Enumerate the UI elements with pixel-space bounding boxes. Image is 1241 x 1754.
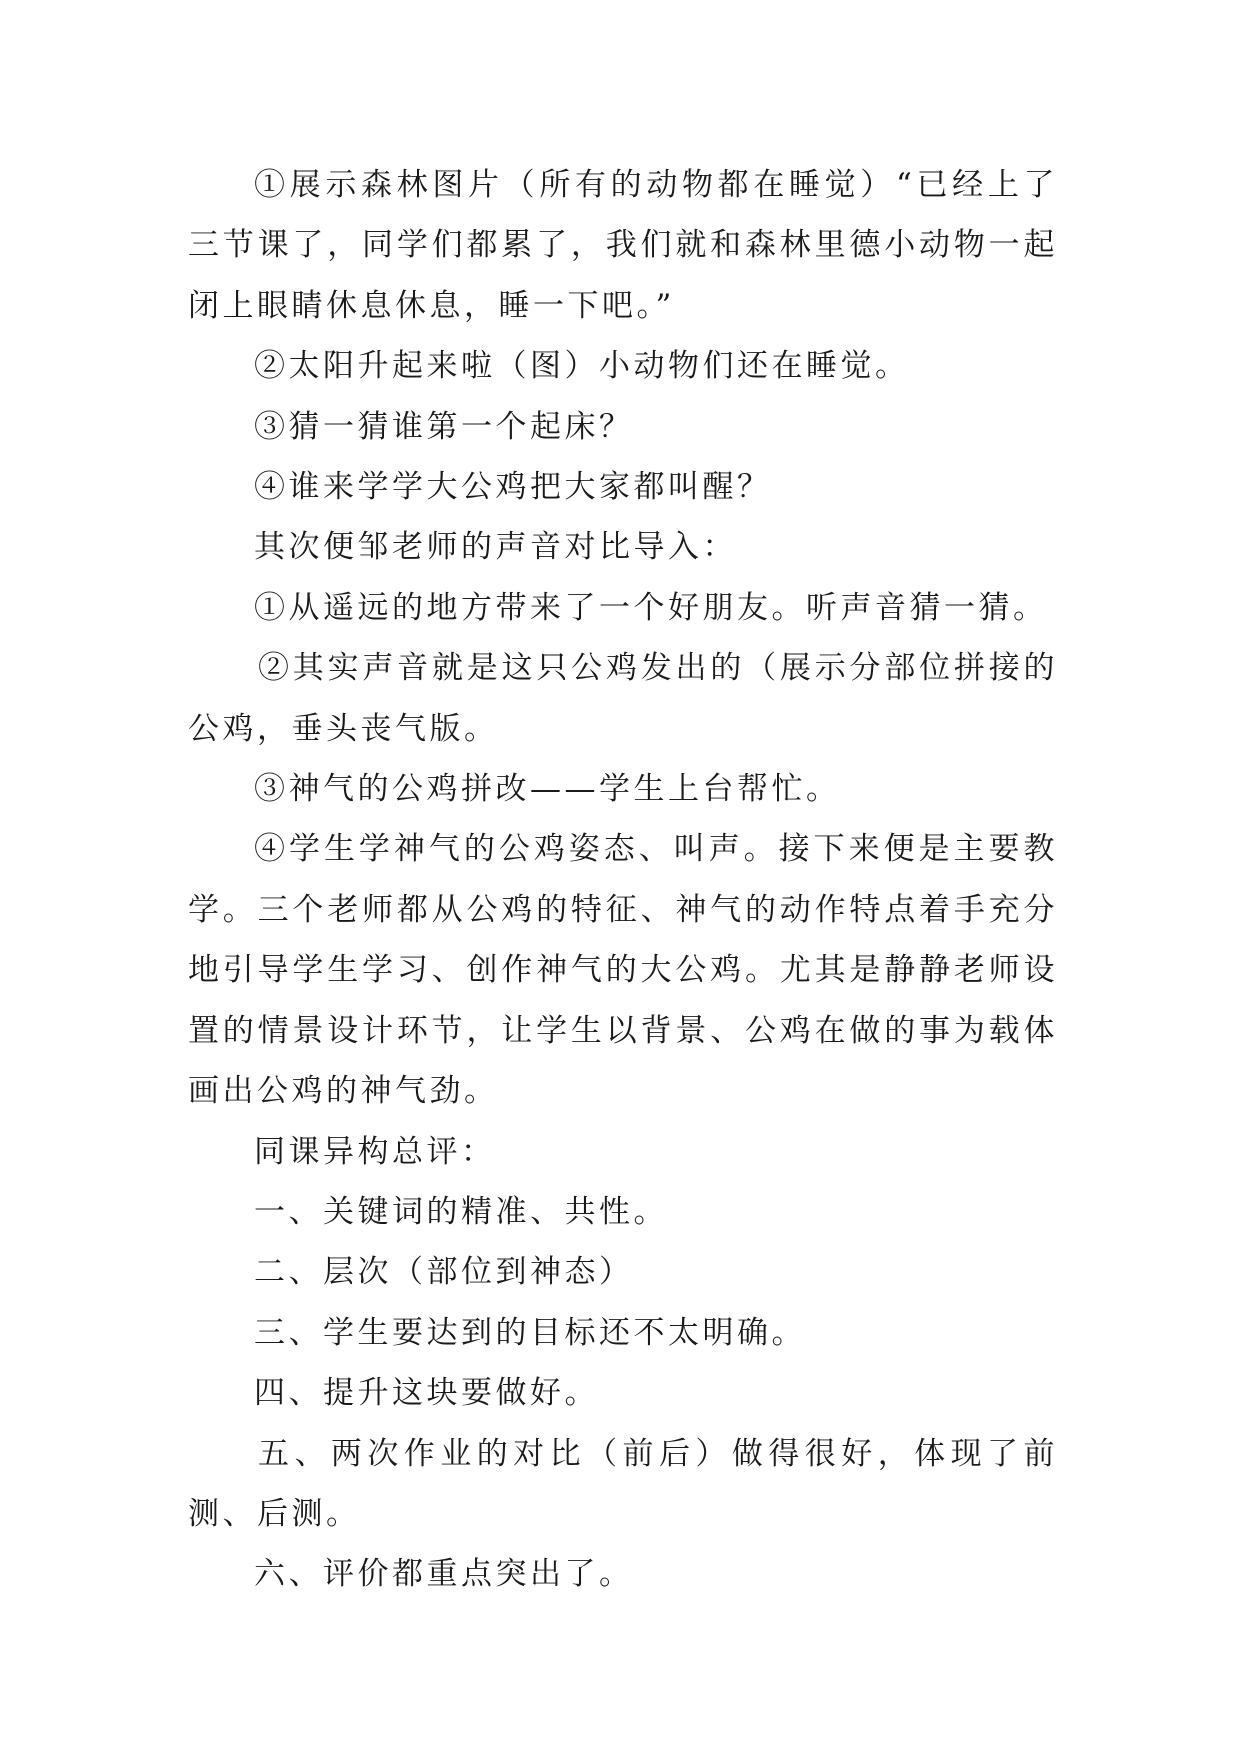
paragraph-rooster-parts: ②其实声音就是这只公鸡发出的（展示分部位拼接的公鸡，垂头丧气版。 — [188, 650, 1058, 747]
paragraph-summary-4: 四、提升这块要做好。 — [254, 1375, 599, 1412]
paragraph-rooster-fix: ③神气的公鸡拼改——学生上台帮忙。 — [254, 771, 841, 808]
paragraph-main-teaching: ④学生学神气的公鸡姿态、叫声。接下来便是主要教学。三个老师都从公鸡的特征、神气的动作特点着手充分地引导学生学习、创作神气的大公鸡。尤其是静静老师设置的情景设计环节，让学生以背景、公鸡在做的事为载体画出公鸡的神气劲。 — [188, 831, 1058, 1110]
paragraph-summary-1: 一、关键词的精准、共性。 — [254, 1193, 668, 1230]
paragraph-summary-3: 三、学生要达到的目标还不太明确。 — [254, 1314, 806, 1351]
paragraph-friend-sound: ①从遥远的地方带来了一个好朋友。听声音猜一猜。 — [254, 589, 1048, 626]
paragraph-summary-5: 五、两次作业的对比（前后）做得很好，体现了前测、后测。 — [188, 1435, 1058, 1532]
paragraph-forest-intro: ①展示森林图片（所有的动物都在睡觉）“已经上了三节课了，同学们都累了，我们就和森林里德小动物一起闭上眼睛休息休息，睡一下吧。” — [188, 167, 1058, 324]
paragraph-summary-2: 二、层次（部位到神态） — [254, 1254, 634, 1291]
document-body — [188, 155, 1058, 1605]
paragraph-guess-who: ③猜一猜谁第一个起床？ — [254, 408, 634, 445]
paragraph-sound-intro: 其次便邹老师的声音对比导入： — [254, 529, 737, 566]
paragraph-rooster-wake: ④谁来学学大公鸡把大家都叫醒？ — [254, 469, 772, 506]
paragraph-summary-heading: 同课异构总评： — [254, 1133, 496, 1170]
paragraph-sun-rises: ②太阳升起来啦（图）小动物们还在睡觉。 — [254, 348, 910, 385]
paragraph-summary-6: 六、评价都重点突出了。 — [254, 1556, 634, 1593]
